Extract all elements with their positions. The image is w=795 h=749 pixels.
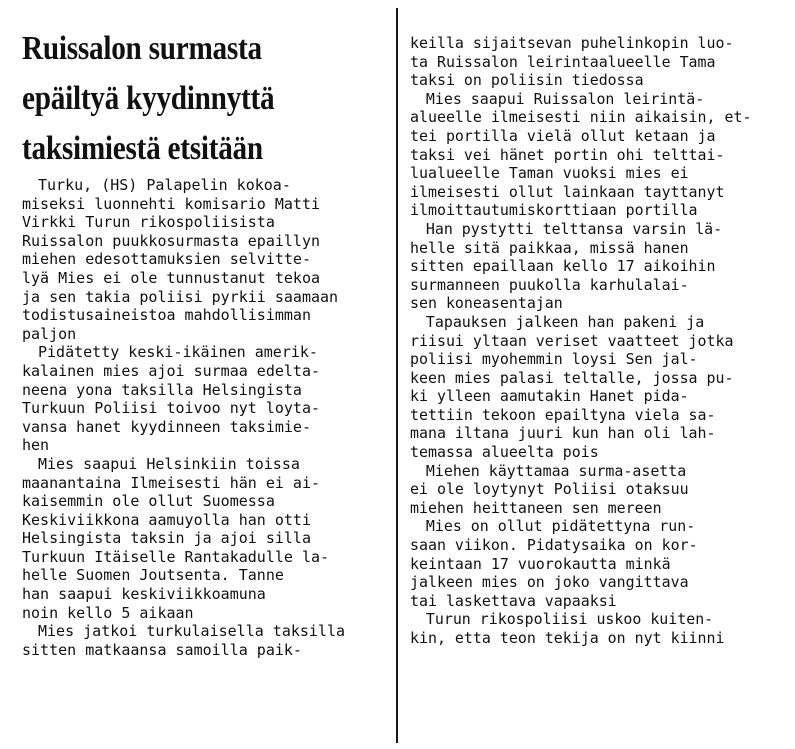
column-divider bbox=[396, 8, 398, 743]
article-text-line: Turun rikospoliisi uskoo kuiten- bbox=[425, 610, 714, 629]
article-text-line: Mies on ollut pidätettyna run- bbox=[425, 517, 696, 536]
article-text-line: Mies saapui Helsinkiin toissa bbox=[38, 454, 300, 473]
article-text-line: keilla sijaitsevan puhelinkopin luo- bbox=[410, 34, 734, 52]
article-text-line: tei portilla vielä ollut ketaan ja bbox=[410, 126, 716, 145]
article-text-line: Virkki Turun rikospoliisista bbox=[22, 213, 275, 232]
article-text-line: kalainen mies ajoi surmaa edelta- bbox=[22, 361, 321, 380]
article-text-line: noin kello 5 aikaan bbox=[22, 603, 194, 622]
article-text-line: saan viikon. Pidatysaika on kor- bbox=[410, 536, 698, 555]
article-text-line: ilmoittautumiskorttiaan portilla bbox=[410, 201, 698, 220]
article-text-line: lyä Mies ei ole tunnustanut tekoa bbox=[22, 268, 321, 287]
article-text-line: Keskiviikkona aamuyolla han otti bbox=[22, 510, 311, 529]
article-text-line: kaisemmin ole ollut Suomessa bbox=[22, 492, 275, 511]
article-text-line: Tapauksen jalkeen han pakeni ja bbox=[425, 312, 705, 331]
article-text-line: sitten epaillaan kello 17 aikoihin bbox=[410, 257, 716, 276]
article-text-line: taksi on poliisin tiedossa bbox=[410, 71, 644, 90]
article-text-line: Helsingista taksin ja ajoi silla bbox=[22, 529, 311, 548]
article-text-line: kin, etta teon tekija on nyt kiinni bbox=[410, 629, 725, 647]
article-text-line: Pidätetty keski-ikäinen amerik- bbox=[38, 343, 318, 362]
article-text-line: vansa hanet kyydinneen taksimie- bbox=[22, 417, 311, 436]
article-text-line: ei ole loytynyt Poliisi otaksuu bbox=[410, 480, 689, 499]
article-text-line: jalkeen mies on joko vangittava bbox=[410, 573, 689, 592]
article-text-line: sen koneasentajan bbox=[410, 294, 563, 313]
article-text-line: Mies jatkoi turkulaisella taksilla bbox=[38, 622, 346, 641]
article-text-line: Turkuun Itäiselle Rantakadulle la- bbox=[22, 547, 330, 566]
article-text-line: todistusaineistoa mahdollisimman bbox=[22, 306, 311, 325]
article-text-line: keen mies palasi teltalle, jossa pu- bbox=[410, 368, 734, 387]
article-text-line: maanantaina Ilmeisesti hän ei ai- bbox=[22, 473, 321, 492]
article-text-line: miehen edesottamuksien selvitte- bbox=[22, 250, 311, 269]
article-text-line: temassa alueelta pois bbox=[410, 443, 599, 462]
article-text-line: Miehen käyttamaa surma-asetta bbox=[425, 461, 687, 480]
article-text-line: Turkuun Poliisi toivoo nyt loyta- bbox=[22, 399, 321, 418]
article-text-line: ja sen takia poliisi pyrkii saamaan bbox=[22, 287, 339, 306]
article-text-line: tettiin tekoon epailtyna viela sa- bbox=[410, 405, 716, 424]
article-text-line: helle sitä paikkaa, missä hanen bbox=[410, 238, 689, 257]
article-text-line: alueelle ilmeisesti niin aikaisin, et- bbox=[410, 108, 752, 127]
article-text-line: hen bbox=[22, 436, 50, 455]
article-text-line: helle Suomen Joutsenta. Tanne bbox=[22, 566, 284, 585]
article-text-line: miehen heittaneen sen mereen bbox=[410, 498, 662, 517]
article-text-line: taksi vei hänet portin ohi telttai- bbox=[410, 145, 725, 164]
article-headline bbox=[22, 24, 332, 174]
article-body-right-column bbox=[410, 34, 780, 648]
article-text-line: Turku, (HS) Palapelin kokoa- bbox=[38, 176, 291, 194]
article-body-left-column bbox=[22, 176, 382, 659]
headline-line: Ruissalon surmasta bbox=[22, 30, 262, 67]
article-text-line: ta Ruissalon leirintaalueelle Tama bbox=[410, 52, 716, 71]
headline-line: epäiltyä kyydinnyttä bbox=[22, 80, 275, 117]
article-text-line: poliisi myohemmin loysi Sen jal- bbox=[410, 350, 698, 369]
article-text-line: miseksi luonnehti komisario Matti bbox=[22, 194, 321, 213]
article-text-line: ilmeisesti ollut lainkaan tayttanyt bbox=[410, 182, 725, 201]
article-text-line: Mies saapui Ruissalon leirintä- bbox=[425, 89, 705, 108]
article-text-line: Han pystytti telttansa varsin lä- bbox=[425, 219, 723, 238]
article-text-line: neena yona taksilla Helsingista bbox=[22, 380, 302, 399]
article-text-line: ki ylleen aamutakin Hanet pida- bbox=[410, 387, 689, 406]
article-text-line: tai laskettava vapaaksi bbox=[410, 591, 617, 610]
article-text-line: sitten matkaansa samoilla paik- bbox=[22, 640, 302, 659]
article-text-line: paljon bbox=[22, 324, 77, 343]
article-text-line: riisui yltaan veriset vaatteet jotka bbox=[410, 331, 734, 350]
headline-line: taksimiestä etsitään bbox=[22, 130, 263, 167]
article-text-line: Ruissalon puukkosurmasta epaillyn bbox=[22, 231, 321, 250]
article-text-line: han saapui keskiviikkoamuna bbox=[22, 585, 266, 604]
article-text-line: keintaan 17 vuorokautta minkä bbox=[410, 554, 671, 573]
article-text-line: lualueelle Taman vuoksi mies ei bbox=[410, 164, 689, 183]
article-text-line: mana iltana juuri kun han oli lah- bbox=[410, 424, 716, 443]
article-text-line: surmanneen puukolla karhulalai- bbox=[410, 275, 689, 294]
